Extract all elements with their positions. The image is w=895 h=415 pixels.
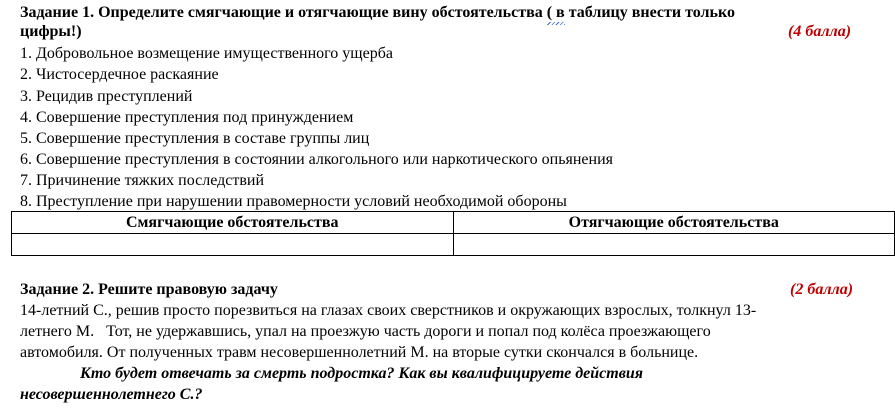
task2-points: (2 балла) bbox=[790, 281, 854, 298]
task1-title-part1: Задание 1. Определите смягчающие и отягчающие вину обстоятельства ( в таблицу внести только bbox=[20, 4, 735, 21]
task2-title: Задание 2. Решите правовую задачу bbox=[20, 281, 278, 298]
task1-item-4: 4. Совершение преступления под принуждением bbox=[20, 109, 354, 126]
task1-title-line2: цифры!) bbox=[20, 23, 82, 40]
task1-item-3: 3. Рецидив преступлений bbox=[20, 88, 193, 105]
task2-text-line-1: 14-летний С., решив просто порезвиться на глазах своих сверстников и окружающих взрослых, толкнул 13- bbox=[20, 302, 757, 319]
circumstances-table bbox=[11, 211, 895, 256]
table-cell-mitigating[interactable] bbox=[12, 234, 454, 256]
task2-text-line-2: летнего М. Тот, не удержавшись, упал на проезжую часть дороги и попал под колёса проезжающего bbox=[20, 323, 711, 340]
task1-item-5: 5. Совершение преступления в составе группы лиц bbox=[20, 130, 370, 147]
task2-text-line-3: автомобиля. От полученных травм несовершеннолетний М. на вторые сутки скончался в больнице. bbox=[20, 344, 699, 361]
task2-question-line-1: Кто будет отвечать за смерть подростка? Как вы квалифицируете действия bbox=[80, 365, 643, 382]
task1-item-2: 2. Чистосердечное раскаяние bbox=[20, 66, 219, 83]
task1-item-6: 6. Совершение преступления в состоянии алкогольного или наркотического опьянения bbox=[20, 151, 614, 168]
task1-item-7: 7. Причинение тяжких последствий bbox=[20, 172, 264, 189]
task2-question-line-2: несовершеннолетнего С.? bbox=[20, 386, 203, 403]
task1-item-1: 1. Добровольное возмещение имущественного ущерба bbox=[20, 45, 393, 62]
task1-points: (4 балла) bbox=[788, 23, 852, 40]
table-cell-aggravating[interactable] bbox=[453, 234, 895, 256]
task1-item-8: 8. Преступление при нарушении правомерности условий необходимой обороны bbox=[20, 193, 567, 210]
task1-title-line1 bbox=[20, 2, 735, 23]
spellcheck-squiggle: ( в bbox=[546, 4, 565, 21]
table-header-mitigating: Смягчающие обстоятельства bbox=[12, 212, 454, 234]
table-header-aggravating: Отягчающие обстоятельства bbox=[453, 212, 895, 234]
